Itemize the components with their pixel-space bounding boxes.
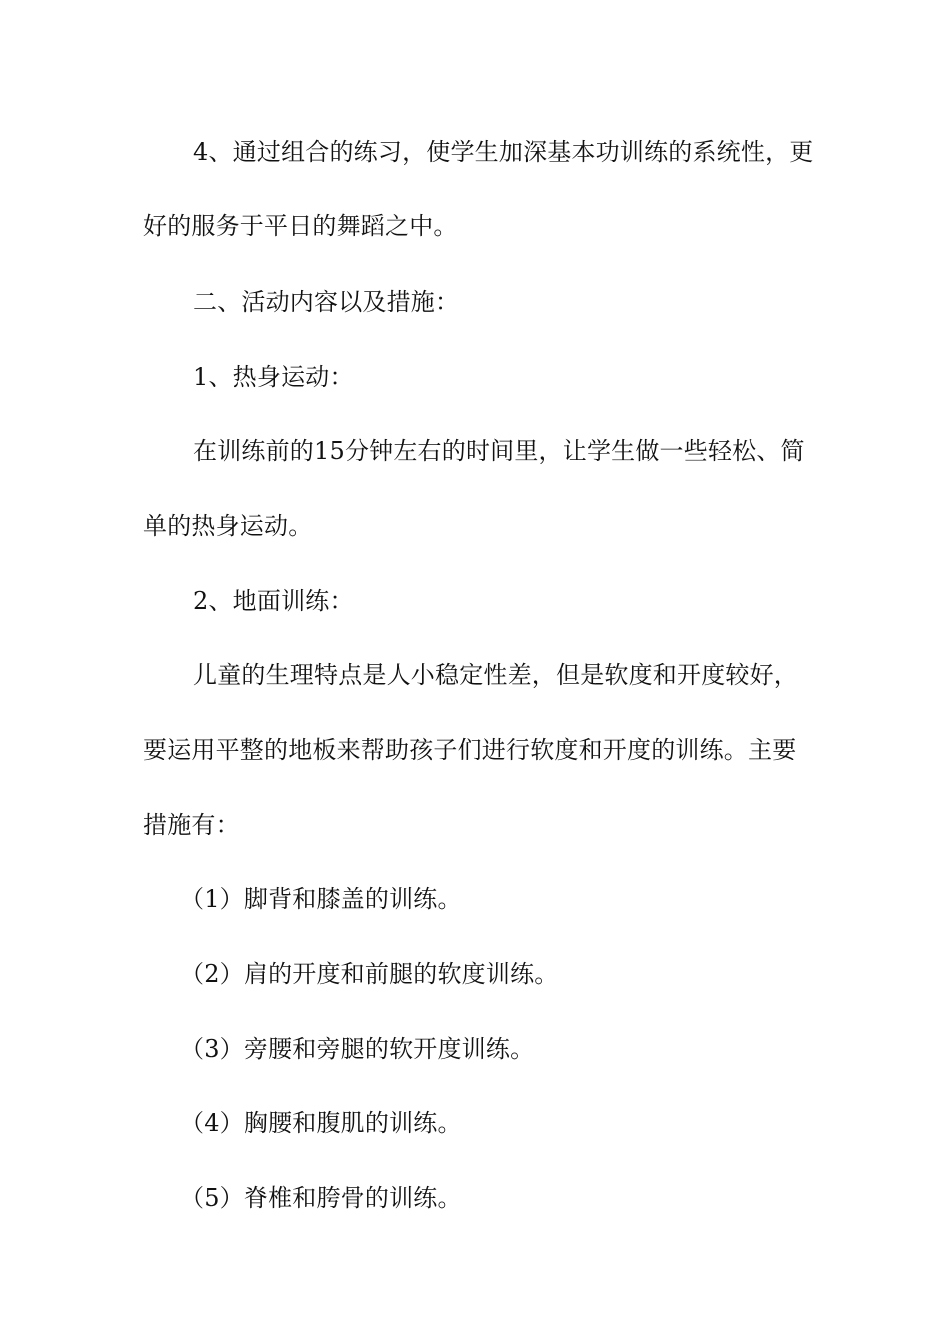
subsection-heading: 2、地面训练： [193, 587, 354, 615]
list-item: （2）肩的开度和前腿的软度训练。 [180, 960, 559, 988]
list-item: （4）胸腰和腹肌的训练。 [180, 1109, 462, 1137]
list-item: （3）旁腰和旁腿的软开度训练。 [180, 1035, 535, 1063]
paragraph-line: 单的热身运动。 [143, 512, 313, 540]
list-item: （5）脊椎和胯骨的训练。 [180, 1184, 462, 1212]
paragraph-line: 4、通过组合的练习，使学生加深基本功训练的系统性，更 [193, 138, 814, 166]
paragraph-line: 要运用平整的地板来帮助孩子们进行软度和开度的训练。主要 [143, 736, 797, 764]
paragraph-line: 措施有： [143, 811, 240, 839]
paragraph-line: 儿童的生理特点是人小稳定性差，但是软度和开度较好， [193, 661, 798, 689]
paragraph-line: 好的服务于平日的舞蹈之中。 [143, 212, 458, 240]
paragraph-line: 在训练前的15分钟左右的时间里，让学生做一些轻松、简 [193, 437, 805, 465]
list-item: （1）脚背和膝盖的训练。 [180, 885, 462, 913]
section-heading: 二、活动内容以及措施： [193, 288, 460, 316]
subsection-heading: 1、热身运动： [193, 363, 354, 391]
